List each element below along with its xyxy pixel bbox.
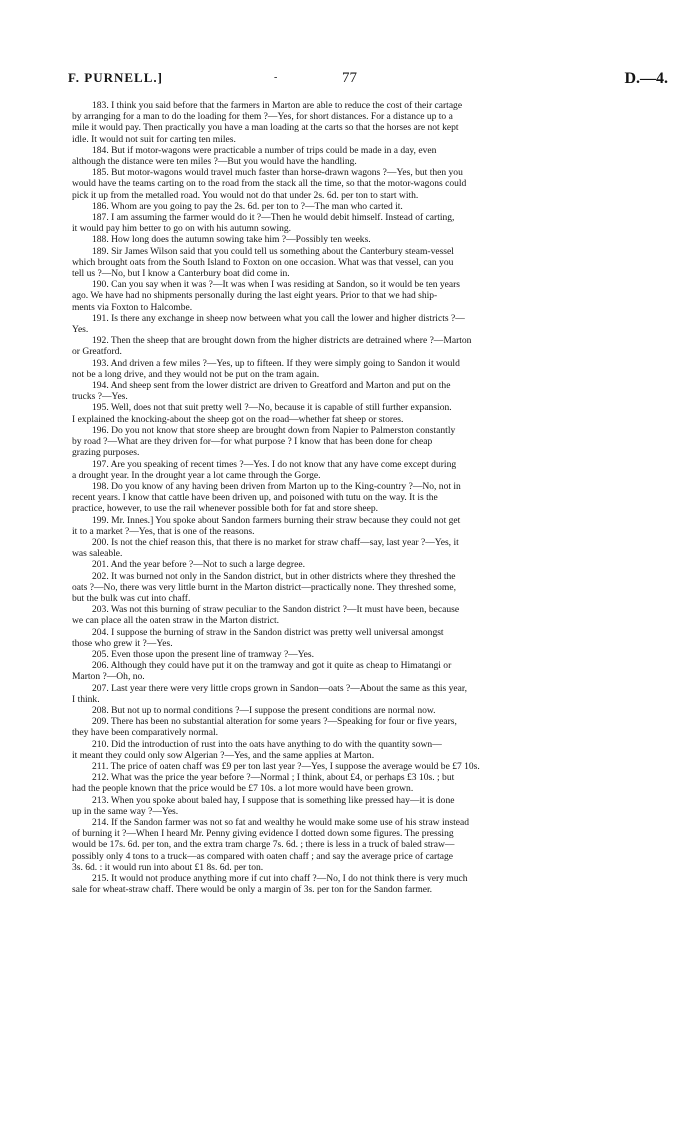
paragraph-186: 186. Whom are you going to pay the 2s. 6d. per ton to ?—The man who carted it. [92,200,403,212]
paragraph-202: 202. It was burned not only in the Sandon district, but in other districts where they threshed the oats ?—No, there was very little burnt in the Marton district—practically none. They threshed some, but the bulk was cut into chaff. [72,570,456,604]
paragraph-192: 192. Then the sheep that are brought down from the higher districts are detrained where ?—Marton or Greatford. [72,335,472,358]
paragraph-211: 211. The price of oaten chaff was £9 per ton last year ?—Yes, I suppose the average would be £7 10s. [92,760,480,772]
paragraph-209: 209. There has been no substantial alteration for some years ?—Speaking for four or five years, they have been comparatively normal. [72,716,457,739]
paragraph-191: 191. Is there any exchange in sheep now between what you call the lower and higher districts ?— Yes. [72,312,465,336]
paragraph-213: 213. When you spoke about baled hay, I suppose that is something like pressed hay—it is done up in the same way ?—Yes. [72,794,455,817]
header-mark: - [274,72,278,83]
paragraph-187: 187. I am assuming the farmer would do it ?—Then he would debit himself. Instead of carting, it would pay him better to go on with his autumn sowing. [72,212,455,235]
paragraph-196: 196. Do you not know that store sheep are brought down from Napier to Palmerston constantly by road ?—What are they driven for—for what purpose ? I know that has been done for cheap grazing purposes. [72,424,456,459]
paragraph-206: 206. Although they could have put it on the tramway and got it quite as cheap to Himatangi or Marton ?—Oh, no. [72,660,452,683]
paragraph-198: 198. Do you know of any having been driven from Marton up to the King-country ?—No, not in recent years. I know that cattle have been driven up, and poisoned with tutu on the way. It is the practice, however, to use the rail whenever possible both for fat and store sheep. [72,480,461,515]
paragraph-183: 183. I think you said before that the farmers in Marton are able to reduce the cost of their cartage by arranging for a man to do the loading for them ?—Yes, for short distances. For a distance up to a mile it would pay. Then practically you have a man loading at the carts so that the horses are not kept idle. It would not suit for carting ten miles. [72,100,463,145]
witness-name: F. PURNELL.] [68,70,163,85]
paragraph-185: 185. But motor-wagons would travel much faster than horse-drawn wagons ?—Yes, but then you would have the teams carting on to the road from the stack all the time, so that the motor-wagons could pick it up from the metalled road. You would not do that under 2s. 6d. per ton to start with. [72,167,467,201]
paragraph-203: 203. Was not this burning of straw peculiar to the Sandon district ?—It must have been, because we can place all the oaten straw in the Marton district. [72,604,460,627]
paragraph-197: 197. Are you speaking of recent times ?—Yes. I do not know that any have come except during a drought year. In the drought year a lot came through the Gorge. [72,458,457,481]
paragraph-204: 204. I suppose the burning of straw in the Sandon district was pretty well universal amongst those who grew it ?—Yes. [72,626,444,649]
evidence-text [72,100,668,895]
paragraph-184: 184. But if motor-wagons were practicable a number of trips could be made in a day, even although the distance were ten miles ?—But you would have the handling. [72,144,437,168]
paragraph-212: 212. What was the price the year before ?—Normal ; I think, about £4, or perhaps £3 10s. ; but had the people known that the price would be £7 10s. a lot more would have been grown. [72,772,455,795]
document-reference: D.—4. [624,70,668,87]
paragraph-199: 199. Mr. Innes.] You spoke about Sandon farmers burning their straw because they could not get it to a market ?—Yes, that is one of the reasons. [72,514,461,537]
paragraph-210: 210. Did the introduction of rust into the oats have anything to do with the quantity sown— it meant they could only sow Algerian ?—Yes, and the same applies at Marton. [72,738,442,761]
paragraph-193: 193. And driven a few miles ?—Yes, up to fifteen. If they were simply going to Sandon it would not be a long drive, and they would not be put on the tram again. [72,357,460,380]
paragraph-215: 215. It would not produce anything more if cut into chaff ?—No, I do not think there is very much sale for wheat-straw chaff. There would be only a margin of 3s. per ton for the Sandon farmer. [72,873,468,896]
paragraph-207: 207. Last year there were very little crops grown in Sandon—oats ?—About the same as this year, I think. [72,682,468,705]
paragraph-190: 190. Can you say when it was ?—It was when I was residing at Sandon, so it would be ten years ago. We have had no shipments personally during the last eight years. Prior to that we had ship- ments via Foxton to Halcombe. [72,279,461,313]
document-page [68,70,668,896]
paragraph-214: 214. If the Sandon farmer was not so fat and wealthy he would make some use of his straw instead of burning it ?—When I heard Mr. Penny giving evidence I dotted down some figures. The pressing would be 17s. 6d. per ton, and the extra tram charge 7s. 6d. ; there is less in a truck of baled straw— possibly only 4 tons to a truck—as compared with oaten chaff ; and say the average price of cartage 3s. 6d. : it would run into about £1 8s. 6d. per ton. [72,817,470,873]
paragraph-195: 195. Well, does not that suit pretty well ?—No, because it is capable of still further expansion. I explained the knocking-about the sheep got on the road—whether fat sheep or stores. [72,402,452,425]
paragraph-201: 201. And the year before ?—Not to such a large degree. [92,559,305,571]
paragraph-208: 208. But not up to normal conditions ?—I suppose the present conditions are normal now. [92,704,436,716]
page-number: 77 [342,70,357,86]
paragraph-205: 205. Even those upon the present line of tramway ?—Yes. [92,648,315,660]
paragraph-188: 188. How long does the autumn sowing take him ?—Possibly ten weeks. [92,234,371,246]
page-header [68,70,668,92]
paragraph-189: 189. Sir James Wilson said that you could tell us something about the Canterbury steam-vessel which brought oats from the South Island to Foxton on one occasion. What was that vessel, can you tell us ?—No, but I know a Canterbury boat did come in. [72,245,454,280]
paragraph-194: 194. And sheep sent from the lower district are driven to Greatford and Marton and put on the trucks ?—Yes. [72,380,451,403]
paragraph-200: 200. Is not the chief reason this, that there is no market for straw chaff—say, last year ?—Yes, it was saleable. [72,536,459,560]
